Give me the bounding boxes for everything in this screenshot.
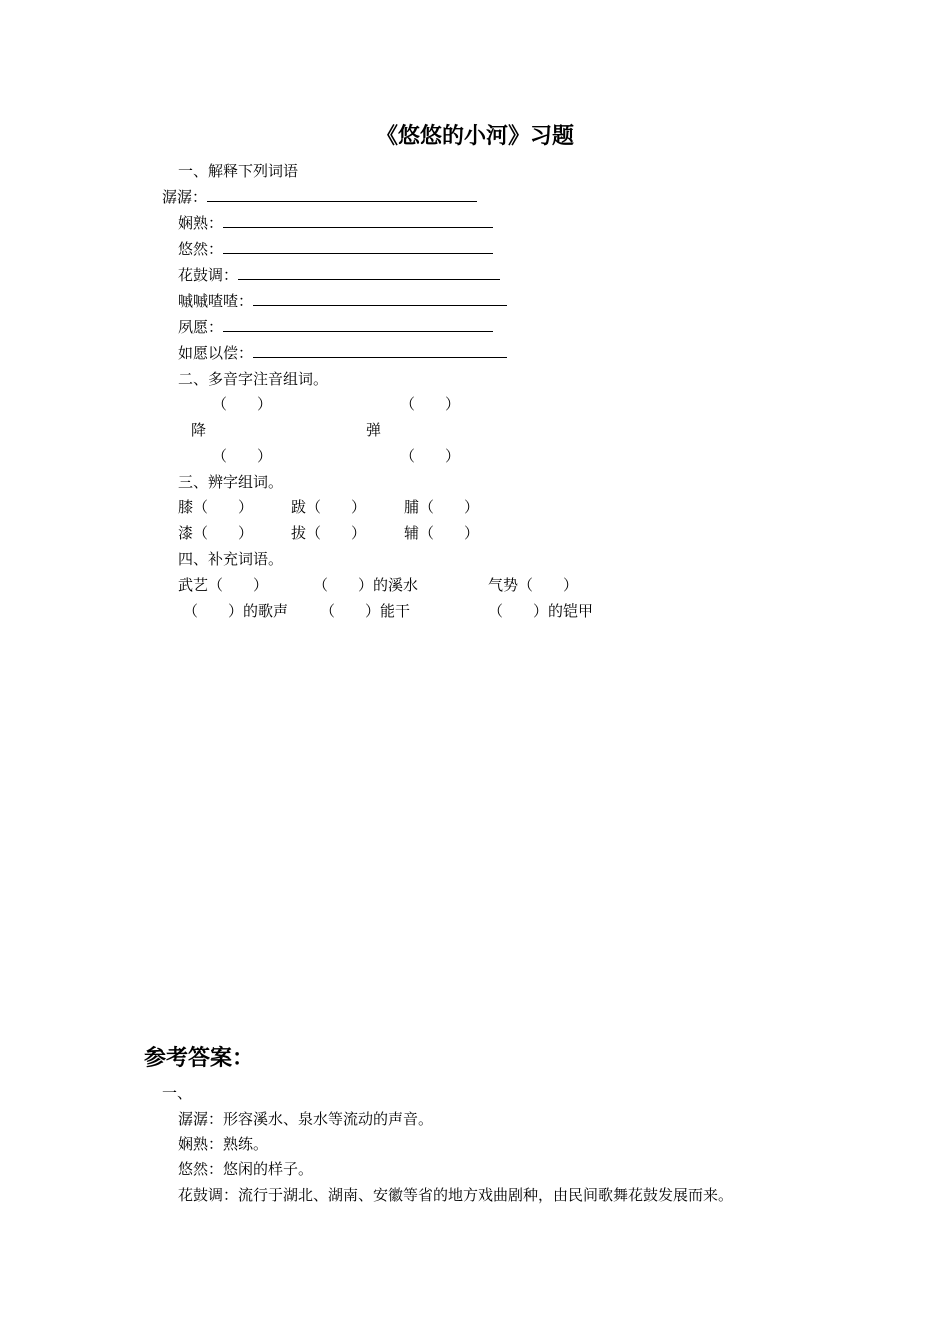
- phrase-item[interactable]: （ ）的歌声: [183, 602, 289, 620]
- answer-blank[interactable]: [238, 266, 500, 280]
- vocab-term: 夙愿：: [178, 318, 224, 336]
- polyphone-char-1: 降: [191, 421, 207, 439]
- vocab-term: 如愿以偿：: [178, 344, 254, 362]
- answer-blank[interactable]: [223, 214, 493, 228]
- char-item[interactable]: 脯（ ）: [404, 498, 480, 516]
- vocab-item-4: [178, 266, 500, 284]
- char-item[interactable]: 拔（ ）: [291, 524, 367, 542]
- vocab-term: 悠然：: [178, 240, 224, 258]
- phrase-item[interactable]: 武艺（ ）: [178, 576, 269, 594]
- answer-blank[interactable]: [223, 318, 493, 332]
- char-item[interactable]: 膝（ ）: [178, 498, 254, 516]
- pinyin-blank[interactable]: （ ）: [212, 447, 273, 465]
- vocab-term: 花鼓调：: [178, 266, 239, 284]
- vocab-item-3: [178, 240, 493, 258]
- section-3-heading: 三、辨字组词。: [178, 473, 284, 491]
- answers-section-1-label: 一、: [162, 1084, 193, 1102]
- vocab-term: 潺潺：: [162, 188, 208, 206]
- answer-line: 娴熟：熟练。: [178, 1135, 269, 1153]
- phrase-item[interactable]: （ ）的溪水: [313, 576, 419, 594]
- section-1-heading: 一、解释下列词语: [178, 162, 299, 180]
- char-item[interactable]: 漆（ ）: [178, 524, 254, 542]
- phrase-item[interactable]: 气势（ ）: [488, 576, 579, 594]
- answers-heading: 参考答案：: [144, 1046, 255, 1071]
- page-title: 《悠悠的小河》习题: [375, 124, 574, 149]
- pinyin-blank[interactable]: （ ）: [400, 447, 461, 465]
- vocab-item-7: [178, 344, 507, 362]
- answer-blank[interactable]: [207, 188, 477, 202]
- section-4-heading: 四、补充词语。: [178, 550, 284, 568]
- vocab-term: 嘁嘁喳喳：: [178, 292, 254, 310]
- answer-line: 潺潺：形容溪水、泉水等流动的声音。: [178, 1110, 434, 1128]
- answer-line: 花鼓调：流行于湖北、湖南、安徽等省的地方戏曲剧种，由民间歌舞花鼓发展而来。: [178, 1186, 734, 1204]
- vocab-term: 娴熟：: [178, 214, 224, 232]
- char-item[interactable]: 跋（ ）: [291, 498, 367, 516]
- answer-blank[interactable]: [223, 240, 493, 254]
- polyphone-char-2: 弹: [366, 421, 382, 439]
- vocab-item-1: [162, 188, 477, 206]
- answer-line: 悠然：悠闲的样子。: [178, 1160, 314, 1178]
- answer-blank[interactable]: [253, 344, 507, 358]
- pinyin-blank[interactable]: （ ）: [400, 395, 461, 413]
- answer-blank[interactable]: [253, 292, 507, 306]
- pinyin-blank[interactable]: （ ）: [212, 395, 273, 413]
- char-item[interactable]: 辅（ ）: [404, 524, 480, 542]
- vocab-item-2: [178, 214, 493, 232]
- vocab-item-6: [178, 318, 493, 336]
- phrase-item[interactable]: （ ）能干: [320, 602, 411, 620]
- phrase-item[interactable]: （ ）的铠甲: [488, 602, 594, 620]
- vocab-item-5: [178, 292, 507, 310]
- section-2-heading: 二、多音字注音组词。: [178, 370, 329, 388]
